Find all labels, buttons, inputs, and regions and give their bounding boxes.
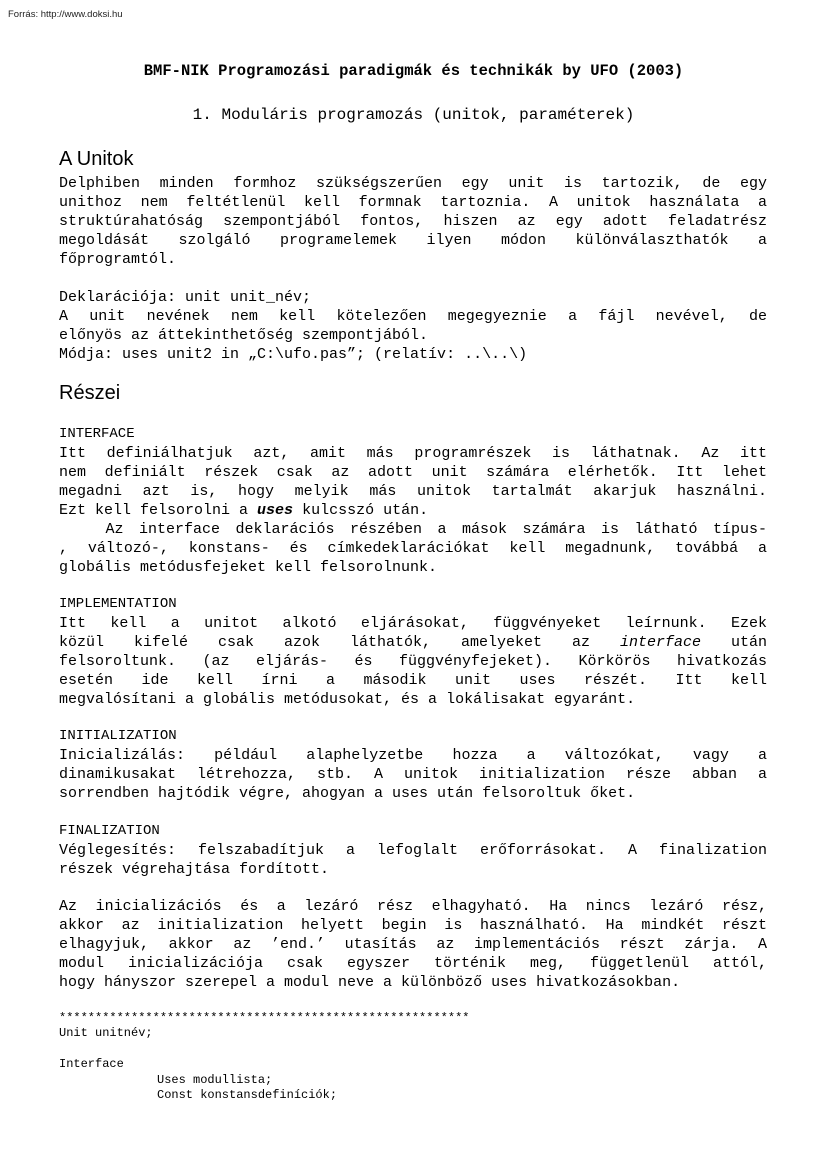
- label-finalization: FINALIZATION: [59, 823, 160, 839]
- text-line: részek végrehajtása fordított.: [59, 861, 330, 878]
- label-implementation: IMPLEMENTATION: [59, 596, 177, 612]
- text-segment: kulcsszó után.: [293, 502, 429, 519]
- text-line: Inicializálás: például alaphelyzetbe hozza a változókat, vagy a: [59, 747, 767, 764]
- text-line: A unit nevének nem kell kötelezően megegyeznie a fájl nevével, de: [59, 308, 767, 325]
- text-line: Itt definiálhatjuk azt, amit más programrészek is láthatnak. Az itt: [59, 445, 767, 462]
- paragraph-initialization: [59, 746, 767, 803]
- text-line: Delphiben minden formhoz szükségszerűen egy unit is tartozik, de egy: [59, 175, 767, 192]
- text-line: [59, 501, 767, 520]
- text-segment: Ezt kell felsorolni a: [59, 502, 258, 519]
- paragraph-unitok-intro: [59, 174, 767, 269]
- text-line: nem definiált részek csak az adott unit számára elérhetők. Itt lehet: [59, 464, 767, 481]
- source-url: Forrás: http://www.doksi.hu: [8, 9, 123, 20]
- text-line: megvalósítani a globális metódusokat, és a lokálisakat egyaránt.: [59, 691, 636, 708]
- code-interface-keyword: Interface: [59, 1057, 124, 1071]
- paragraph-implementation: [59, 614, 767, 709]
- text-line: Az interface deklarációs részében a mások számára is látható típus-: [59, 521, 767, 538]
- text-line: , változó-, konstans- és címkedeklarációkat kell megadnunk, továbbá a: [59, 540, 767, 557]
- text-line: hogy hányszor szerepel a modul neve a különböző uses hivatkozásokban.: [59, 974, 681, 991]
- paragraph-finalization: [59, 841, 767, 879]
- code-const-line: Const konstansdefiníciók;: [157, 1088, 338, 1102]
- text-line: elhagyjuk, akkor az ’end.’ utasítás az implementációs részt zárja. A: [59, 936, 767, 953]
- star-separator: *********************************************************: [59, 1011, 470, 1025]
- text-line: főprogramtól.: [59, 251, 177, 268]
- code-uses-line: Uses modullista;: [157, 1073, 273, 1087]
- text-line: Deklarációja: unit unit_név;: [59, 289, 312, 306]
- text-line: megadni azt is, hogy melyik más unitok tartalmát akarjuk használni.: [59, 483, 767, 500]
- text-line: Az inicializációs és a lezáró rész elhagyható. Ha nincs lezáró rész,: [59, 898, 767, 915]
- paragraph-interface: [59, 444, 767, 577]
- heading-unitok: A Unitok: [59, 148, 134, 170]
- text-line: [59, 633, 767, 652]
- text-line: megoldását szolgáló programelemek ilyen módon különválaszthatók a: [59, 232, 767, 249]
- text-line: Módja: uses unit2 in „C:\ufo.pas”; (relatív: ..\..\): [59, 346, 528, 363]
- document-title: BMF-NIK Programozási paradigmák és technikák by UFO (2003): [143, 62, 684, 80]
- text-segment: után: [730, 634, 767, 651]
- code-unit-line: Unit unitnév;: [59, 1026, 153, 1040]
- heading-reszei: Részei: [59, 382, 121, 404]
- text-line: dinamikusakat létrehozza, stb. A unitok initialization része abban a: [59, 766, 767, 783]
- text-line: Véglegesítés: felszabadítjuk a lefoglalt erőforrásokat. A finalization: [59, 842, 767, 859]
- text-line: felsoroltunk. (az eljárás- és függvényfejeket). Körkörös hivatkozás: [59, 653, 767, 670]
- text-segment: közül kifelé csak azok láthatók, amelyeket az: [59, 634, 590, 651]
- text-line: modul inicializációja csak egyszer történik meg, függetlenül attól,: [59, 955, 767, 972]
- text-line: globális metódusfejeket kell felsorolnunk.: [59, 559, 438, 576]
- paragraph-closing: [59, 897, 767, 992]
- paragraph-deklaracio: [59, 288, 767, 364]
- text-line: Itt kell a unitot alkotó eljárásokat, függvényeket leírnunk. Ezek: [59, 615, 767, 632]
- text-line: struktúrahatóság szempontjából fontos, hiszen az egy adott feladatrész: [59, 213, 767, 230]
- text-line: előnyös az áttekinthetőség szempontjából.: [59, 327, 429, 344]
- label-initialization: INITIALIZATION: [59, 728, 177, 744]
- text-line: akkor az initialization helyett begin is használható. Ha mindkét részt: [59, 917, 767, 934]
- keyword-uses: uses: [257, 502, 294, 519]
- label-interface: INTERFACE: [59, 426, 135, 442]
- text-line: sorrendben hajtódik végre, ahogyan a uses után felsoroltuk őket.: [59, 785, 636, 802]
- text-line: unithoz nem feltétlenül kell formnak tartoznia. A unitok használata a: [59, 194, 767, 211]
- section-subtitle: 1. Moduláris programozás (unitok, paraméterek): [192, 106, 635, 124]
- keyword-interface: interface: [619, 634, 701, 651]
- text-line: esetén ide kell írni a második unit uses részét. Itt kell: [59, 672, 767, 689]
